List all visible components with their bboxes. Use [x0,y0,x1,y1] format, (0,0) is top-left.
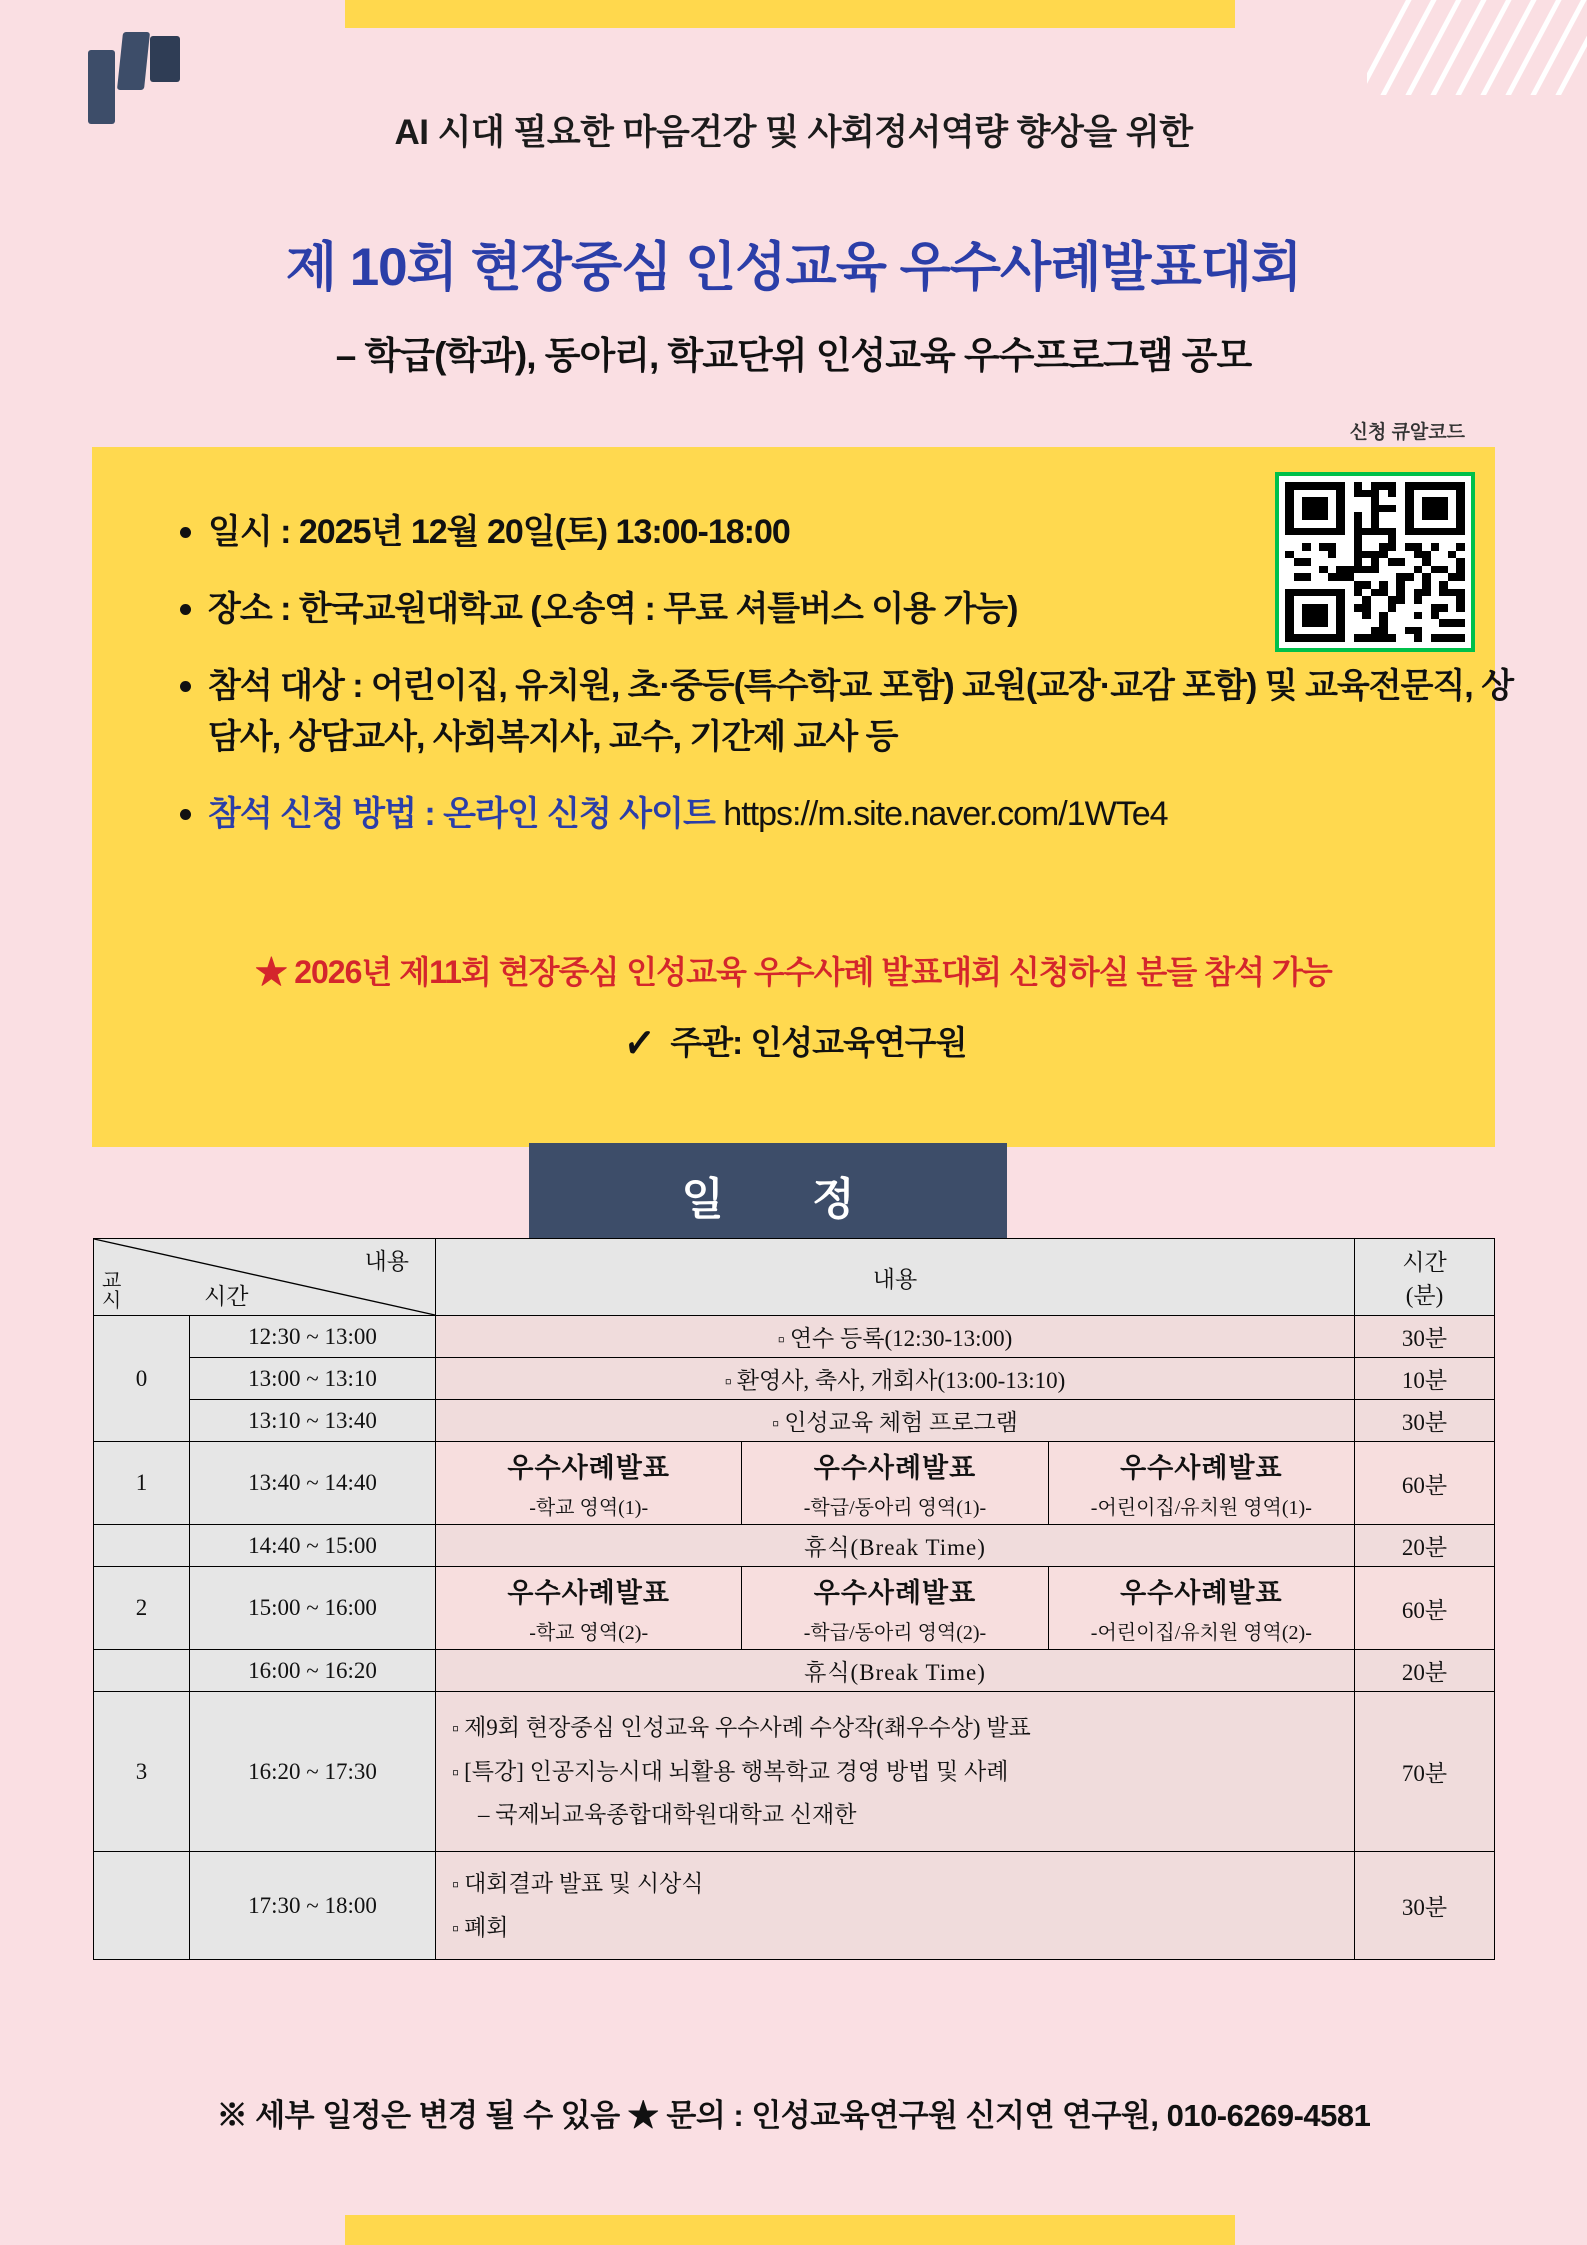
row-content-text: 인성교육 체험 프로그램 [784,1410,1018,1435]
list-item-date: 일시 : 2025년 12월 20일(토) 13:00-18:00 [172,507,1245,558]
qr-code-label: 신청 큐알코드 [1349,422,1465,443]
row-period: 2 [94,1567,190,1650]
hatch-decoration [1367,0,1587,95]
table-row-closing [94,1852,1495,1960]
row-period [94,1525,190,1567]
page-title: 제 10회 현장중심 인성교육 우수사례발표대회 [285,238,1302,297]
schedule-table [93,1238,1495,1960]
row-content-text: 연수 등록(12:30-13:00) [789,1326,1013,1351]
row-minutes: 30분 [1355,1316,1495,1358]
session-cell [1048,1442,1354,1525]
row-time: 13:40 ~ 14:40 [190,1442,436,1525]
row-minutes: 30분 [1355,1400,1495,1442]
bottom-accent-bar [345,2215,1235,2245]
row-minutes: 20분 [1355,1525,1495,1567]
apply-url[interactable]: https://m.site.naver.com/1WTe4 [723,795,1168,833]
table-row [94,1316,1495,1358]
session3-line3: – 국제뇌교육종합대학원대학교 신재한 [478,1802,857,1828]
closing-line1: ▫ 대회결과 발표 및 시상식 [436,1862,1354,1906]
row-period: 3 [94,1692,190,1852]
table-row [94,1358,1495,1400]
session-subtitle: -어린이집/유치원 영역(2)- [1090,1622,1312,1644]
row-time: 14:40 ~ 15:00 [190,1525,436,1567]
row-minutes: 20분 [1355,1650,1495,1692]
poster-kicker: AI 시대 필요한 마음건강 및 사회정서역량 향상을 위한 [394,113,1193,152]
table-row-session1 [94,1442,1495,1525]
row-period: 0 [94,1316,190,1442]
header-content: 내용 [436,1239,1355,1316]
row-time: 12:30 ~ 13:00 [190,1316,436,1358]
break-label: 휴식(Break Time) [436,1650,1355,1692]
row-content [436,1358,1355,1400]
header-corner-cell [94,1239,436,1316]
info-panel [92,422,1514,1147]
schedule-table-wrapper [93,1238,1495,1960]
list-item-audience: 참석 대상 : 어린이집, 유치원, 초·중등(특수학교 포함) 교원(교장·교감 포함) 및 교육전문직, 상담사, 상담교사, 사회복지사, 교수, 기간제 교사 등 [172,661,1528,763]
row-period [94,1852,190,1960]
row-minutes: 70분 [1355,1692,1495,1852]
session3-line2: ▫ [특강] 인공지능시대 뇌활용 행복학교 경영 방법 및 사례 [436,1750,1354,1794]
row-period [94,1650,190,1692]
row-time: 16:00 ~ 16:20 [190,1650,436,1692]
header-corner-top: 내용 [364,1249,409,1274]
session-subtitle: -학급/동아리 영역(2)- [803,1622,987,1644]
row-time: 17:30 ~ 18:00 [190,1852,436,1960]
row-minutes: 10분 [1355,1358,1495,1400]
session-subtitle: -학교 영역(2)- [529,1622,649,1644]
table-row-session2 [94,1567,1495,1650]
break-label: 휴식(Break Time) [436,1525,1355,1567]
session-title: 우수사례발표 [813,1453,977,1483]
table-row-break [94,1525,1495,1567]
row-minutes: 60분 [1355,1442,1495,1525]
list-item-apply [172,789,1528,840]
check-icon: ✓ [621,1016,656,1071]
list-item-place: 장소 : 한국교원대학교 (오송역 : 무료 셔틀버스 이용 가능) [172,584,1245,635]
qr-code-pattern [1285,482,1465,642]
session-title: 우수사례발표 [507,1453,670,1483]
session-title: 우수사례발표 [813,1578,977,1608]
closing-line2: ▫ 폐회 [436,1906,1354,1950]
schedule-banner: 일 정 [529,1143,1007,1247]
session3-line1: ▫ 제9회 현장중심 인성교육 우수사례 수상작(쵀우수상) 발표 [436,1706,1354,1750]
session-subtitle: -학교 영역(1)- [529,1497,649,1519]
info-bullet-list [172,507,1514,866]
row-time: 13:10 ~ 13:40 [190,1400,436,1442]
row-minutes: 60분 [1355,1567,1495,1650]
poster-subtitle: – 학급(학과), 동아리, 학교단위 인성교육 우수프로그램 공모 [335,335,1252,376]
session-cell [742,1442,1048,1525]
row-content [436,1852,1355,1960]
footer-note: ※ 세부 일정은 변경 될 수 있음 ★ 문의 : 인성교육연구원 신지연 연구원, 010-6269-4581 [216,2098,1371,2133]
table-row-break [94,1650,1495,1692]
header-corner-left: 교 시 [102,1270,122,1312]
row-minutes: 30분 [1355,1852,1495,1960]
table-row-session3 [94,1692,1495,1852]
top-accent-bar [345,0,1235,28]
row-content [436,1400,1355,1442]
row-period: 1 [94,1442,190,1525]
table-header-row [94,1239,1495,1316]
session-cell [436,1567,742,1650]
header-minutes-line2: (분) [1405,1283,1444,1308]
table-row [94,1400,1495,1442]
row-content [436,1316,1355,1358]
qr-code[interactable] [1275,472,1475,652]
session-title: 우수사례발표 [1120,1453,1283,1483]
row-content-text: 환영사, 축사, 개회사(13:00-13:10) [736,1368,1066,1393]
row-time: 13:00 ~ 13:10 [190,1358,436,1400]
row-time: 15:00 ~ 16:00 [190,1567,436,1650]
header-minutes-line1: 시간 [1402,1250,1447,1275]
session-cell [1048,1567,1354,1650]
row-time: 16:20 ~ 17:30 [190,1692,436,1852]
session-subtitle: -어린이집/유치원 영역(1)- [1090,1497,1312,1519]
host-line [92,1017,1495,1069]
host-label: 주관: 인성교육연구원 [670,1024,967,1061]
session-subtitle: -학급/동아리 영역(1)- [803,1497,987,1519]
star-note: ★ 2026년 제11회 현장중심 인성교육 우수사례 발표대회 신청하실 분들 참석 가능 [255,954,1332,990]
header-minutes [1355,1239,1495,1316]
session-title: 우수사례발표 [507,1578,670,1608]
session-title: 우수사례발표 [1120,1578,1283,1608]
header-corner-mid: 시간 [204,1284,249,1309]
session-cell [436,1442,742,1525]
apply-label: 참석 신청 방법 : 온라인 신청 사이트 [208,795,715,833]
row-content [436,1692,1355,1852]
session-cell [742,1567,1048,1650]
